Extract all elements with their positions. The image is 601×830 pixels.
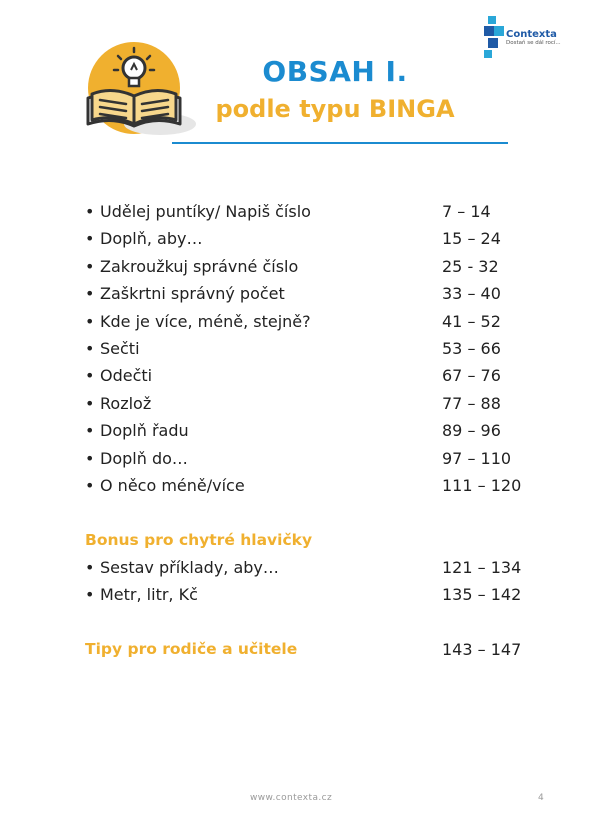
toc-item-label: Udělej puntíky/ Napiš číslo <box>100 202 311 221</box>
toc-item-pages: 7 – 14 <box>442 202 491 221</box>
bullet: • <box>85 448 95 468</box>
toc-item <box>85 335 545 362</box>
toc-item-label: Doplň řadu <box>100 421 189 441</box>
toc-item <box>85 554 545 581</box>
toc-item-label: Rozlož <box>100 393 152 413</box>
toc-item <box>85 308 545 335</box>
toc-item-label: Zaškrtni správný počet <box>100 284 285 304</box>
toc-item-pages: 15 – 24 <box>442 229 501 249</box>
bullet: • <box>85 256 95 276</box>
tips-pages: 143 – 147 <box>442 640 522 660</box>
toc-item <box>85 445 545 472</box>
toc-item-pages: 97 – 110 <box>442 448 512 468</box>
logo-puzzle-icon <box>484 14 506 60</box>
toc-item-label: Zakroužkuj správné číslo <box>100 256 299 276</box>
bonus-heading <box>85 527 545 554</box>
spacer <box>85 609 545 636</box>
table-of-contents <box>85 198 545 664</box>
bullet: • <box>85 311 95 331</box>
toc-item <box>85 581 545 608</box>
toc-item <box>85 390 545 417</box>
toc-item-label: Sestav příklady, aby… <box>100 558 279 578</box>
toc-item-label: Sečti <box>100 338 140 358</box>
toc-item-pages: 77 – 88 <box>442 393 501 413</box>
toc-item <box>85 280 545 307</box>
page-number: 4 <box>538 793 544 803</box>
tips-heading-label: Tipy pro rodiče a učitele <box>85 640 298 659</box>
footer-url: www.contexta.cz <box>250 793 333 803</box>
bullet: • <box>85 366 95 386</box>
bullet: • <box>85 475 95 495</box>
page-title: OBSAH I. <box>262 55 408 88</box>
toc-item-pages: 53 – 66 <box>442 338 501 358</box>
toc-item-pages: 121 – 134 <box>442 558 522 578</box>
bullet: • <box>85 338 95 358</box>
toc-item-pages: 111 – 120 <box>442 475 522 495</box>
toc-item <box>85 472 545 499</box>
logo-name: Contexta <box>506 29 557 40</box>
bullet: • <box>85 393 95 413</box>
bonus-heading-label: Bonus pro chytré hlavičky <box>85 530 313 549</box>
tips-heading <box>85 636 545 663</box>
contexta-logo <box>484 14 584 60</box>
toc-item <box>85 225 545 252</box>
toc-item-label: Odečti <box>100 366 153 386</box>
toc-item-label: Doplň do… <box>100 448 188 468</box>
toc-item <box>85 417 545 444</box>
toc-item-label: O něco méně/více <box>100 475 245 495</box>
bullet: • <box>85 284 95 304</box>
toc-item-label: Doplň, aby… <box>100 229 203 249</box>
logo-tagline: Dostaň se dál rocí... <box>506 40 561 46</box>
toc-item-pages: 25 - 32 <box>442 256 499 276</box>
bullet: • <box>85 229 95 249</box>
toc-item-pages: 67 – 76 <box>442 366 501 386</box>
toc-item-pages: 89 – 96 <box>442 421 501 441</box>
toc-item-label: Kde je více, méně, stejně? <box>100 311 311 331</box>
toc-item <box>85 362 545 389</box>
toc-item-pages: 41 – 52 <box>442 311 501 331</box>
bullet: • <box>85 202 95 221</box>
bullet: • <box>85 421 95 441</box>
page-subtitle: podle typu BINGA <box>215 95 455 123</box>
bullet: • <box>85 585 95 605</box>
toc-item <box>85 253 545 280</box>
spacer <box>85 499 545 526</box>
toc-item-pages: 33 – 40 <box>442 284 501 304</box>
title-underline <box>172 142 508 144</box>
toc-item-pages: 135 – 142 <box>442 585 522 605</box>
toc-item <box>85 198 545 225</box>
toc-item-label: Metr, litr, Kč <box>100 585 198 605</box>
bullet: • <box>85 558 95 578</box>
